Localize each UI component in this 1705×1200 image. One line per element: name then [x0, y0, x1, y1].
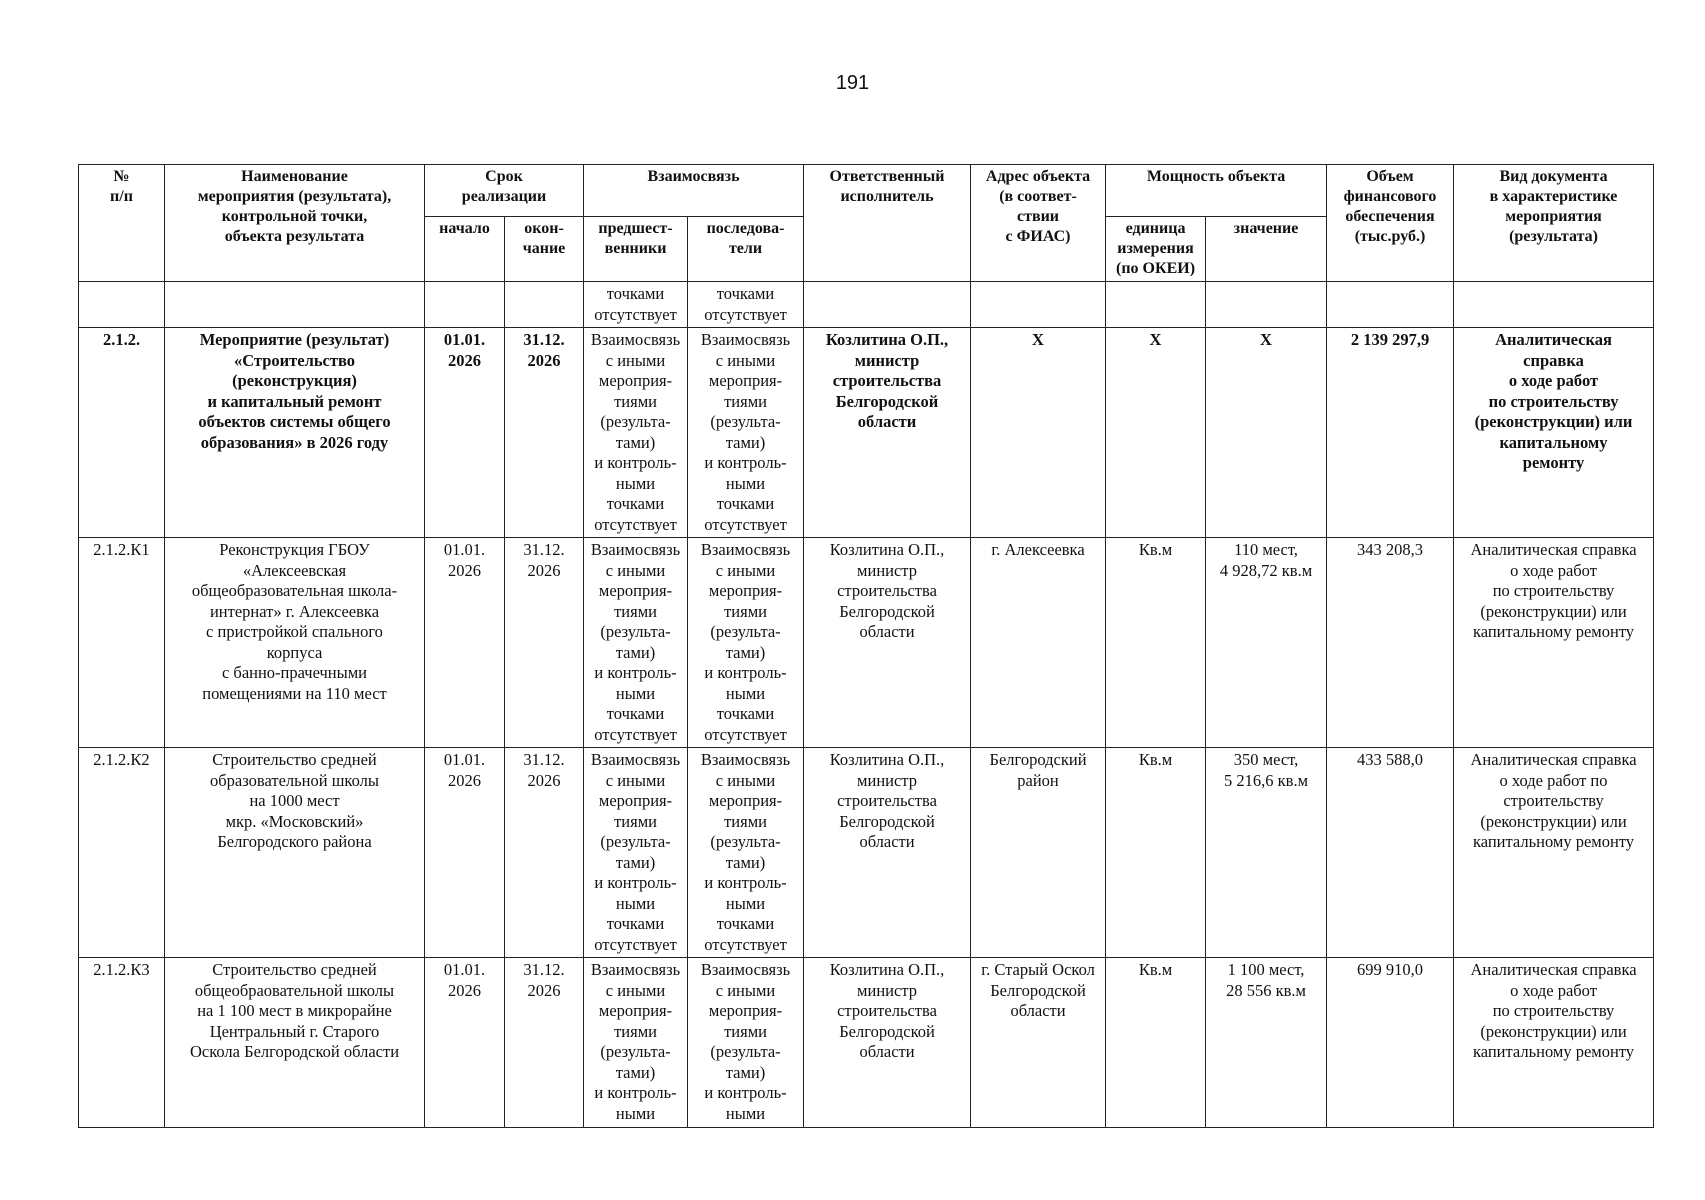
table-row: [79, 538, 1654, 748]
header-address: Адрес объекта (в соответ- ствии с ФИАС): [971, 165, 1106, 282]
cell-num: 2.1.2.К2: [79, 748, 165, 958]
header-link-prev: предшест- венники: [584, 217, 688, 282]
table-row: [79, 958, 1654, 1128]
cell-prev: Взаимосвязь с иными мероприя- тиями (результа- тами) и контроль- ными: [584, 958, 688, 1128]
cell-unit: Кв.м: [1106, 538, 1206, 748]
header-responsible: Ответственный исполнитель: [804, 165, 971, 282]
cell-doc: Аналитическая справка о ходе работ по строительству (реконструкции) или капитальному ремонту: [1454, 538, 1654, 748]
cell-unit: Х: [1106, 328, 1206, 538]
cell-value: Х: [1206, 328, 1327, 538]
page-number: 191: [835, 72, 870, 94]
cell-name: Реконструкция ГБОУ «Алексеевская общеобразовательная школа- интернат» г. Алексеевка с пристройкой спального корпуса с банно-прачечными помещениями на 110 мест: [165, 538, 425, 748]
cell-responsible: Козлитина О.П., министр строительства Белгородской области: [804, 748, 971, 958]
cell-start: 01.01. 2026: [425, 328, 505, 538]
cell-doc: Аналитическая справка о ходе работ по строительству (реконструкции) или капитальному ремонту: [1454, 748, 1654, 958]
header-term: Срок реализации: [425, 165, 584, 217]
cell-unit: Кв.м: [1106, 958, 1206, 1128]
header-finance: Объем финансового обеспечения (тыс.руб.): [1327, 165, 1454, 282]
cell-next: точками отсутствует: [688, 282, 804, 328]
cell-responsible: Козлитина О.П., министр строительства Белгородской области: [804, 538, 971, 748]
table-row: [79, 748, 1654, 958]
cell-start: 01.01. 2026: [425, 958, 505, 1128]
cell-end: 31.12. 2026: [505, 538, 584, 748]
cell-next: Взаимосвязь с иными мероприя- тиями (результа- тами) и контроль- ными точками отсутствует: [688, 328, 804, 538]
cell-finance: [1327, 282, 1454, 328]
cell-start: 01.01. 2026: [425, 748, 505, 958]
cell-unit: Кв.м: [1106, 748, 1206, 958]
cell-finance: 343 208,3: [1327, 538, 1454, 748]
header-doc-type: Вид документа в характеристике мероприятия (результата): [1454, 165, 1654, 282]
cell-start: [425, 282, 505, 328]
header-capacity-value: значение: [1206, 217, 1327, 282]
cell-address: г. Алексеевка: [971, 538, 1106, 748]
header-name: Наименование мероприятия (результата), контрольной точки, объекта результата: [165, 165, 425, 282]
cell-address: Белгородский район: [971, 748, 1106, 958]
cell-value: 1 100 мест, 28 556 кв.м: [1206, 958, 1327, 1128]
header-link: Взаимосвязь: [584, 165, 804, 217]
cell-num: 2.1.2.: [79, 328, 165, 538]
cell-responsible: Козлитина О.П., министр строительства Белгородской области: [804, 958, 971, 1128]
cell-responsible: [804, 282, 971, 328]
cell-end: 31.12. 2026: [505, 328, 584, 538]
cell-value: 350 мест, 5 216,6 кв.м: [1206, 748, 1327, 958]
cell-start: 01.01. 2026: [425, 538, 505, 748]
cell-end: 31.12. 2026: [505, 748, 584, 958]
cell-finance: 699 910,0: [1327, 958, 1454, 1128]
cell-doc: Аналитическая справка о ходе работ по строительству (реконструкции) или капитальному ремонту: [1454, 328, 1654, 538]
cell-end: [505, 282, 584, 328]
plan-table: [78, 164, 1654, 1128]
cell-address: г. Старый Оскол Белгородской области: [971, 958, 1106, 1128]
cell-name: [165, 282, 425, 328]
header-link-next: последова- тели: [688, 217, 804, 282]
cell-responsible: Козлитина О.П., министр строительства Белгородской области: [804, 328, 971, 538]
cell-num: 2.1.2.К1: [79, 538, 165, 748]
cell-name: Строительство средней образовательной школы на 1000 мест мкр. «Московский» Белгородского района: [165, 748, 425, 958]
cell-prev: Взаимосвязь с иными мероприя- тиями (результа- тами) и контроль- ными точками отсутствует: [584, 328, 688, 538]
cell-doc: [1454, 282, 1654, 328]
cell-address: Х: [971, 328, 1106, 538]
cell-num: [79, 282, 165, 328]
header-row-top: [79, 165, 1654, 217]
cell-end: 31.12. 2026: [505, 958, 584, 1128]
cell-prev: точками отсутствует: [584, 282, 688, 328]
cell-prev: Взаимосвязь с иными мероприя- тиями (результа- тами) и контроль- ными точками отсутствует: [584, 538, 688, 748]
cell-finance: 2 139 297,9: [1327, 328, 1454, 538]
header-term-end: окон- чание: [505, 217, 584, 282]
header-num: № п/п: [79, 165, 165, 282]
cell-name: Строительство средней общеобраовательной школы на 1 100 мест в микрорайне Центральный г. Старого Оскола Белгородской области: [165, 958, 425, 1128]
cell-address: [971, 282, 1106, 328]
cell-next: Взаимосвязь с иными мероприя- тиями (результа- тами) и контроль- ными: [688, 958, 804, 1128]
cell-unit: [1106, 282, 1206, 328]
cell-num: 2.1.2.К3: [79, 958, 165, 1128]
cell-next: Взаимосвязь с иными мероприя- тиями (результа- тами) и контроль- ными точками отсутствует: [688, 748, 804, 958]
table-row: [79, 328, 1654, 538]
continuation-row: [79, 282, 1654, 328]
cell-prev: Взаимосвязь с иными мероприя- тиями (результа- тами) и контроль- ными точками отсутствует: [584, 748, 688, 958]
header-capacity: Мощность объекта: [1106, 165, 1327, 217]
cell-doc: Аналитическая справка о ходе работ по строительству (реконструкции) или капитальному ремонту: [1454, 958, 1654, 1128]
cell-value: 110 мест, 4 928,72 кв.м: [1206, 538, 1327, 748]
header-term-start: начало: [425, 217, 505, 282]
cell-value: [1206, 282, 1327, 328]
cell-next: Взаимосвязь с иными мероприя- тиями (результа- тами) и контроль- ными точками отсутствует: [688, 538, 804, 748]
header-capacity-unit: единица измерения (по ОКЕИ): [1106, 217, 1206, 282]
cell-finance: 433 588,0: [1327, 748, 1454, 958]
cell-name: Мероприятие (результат) «Строительство (реконструкция) и капитальный ремонт объектов системы общего образования» в 2026 году: [165, 328, 425, 538]
